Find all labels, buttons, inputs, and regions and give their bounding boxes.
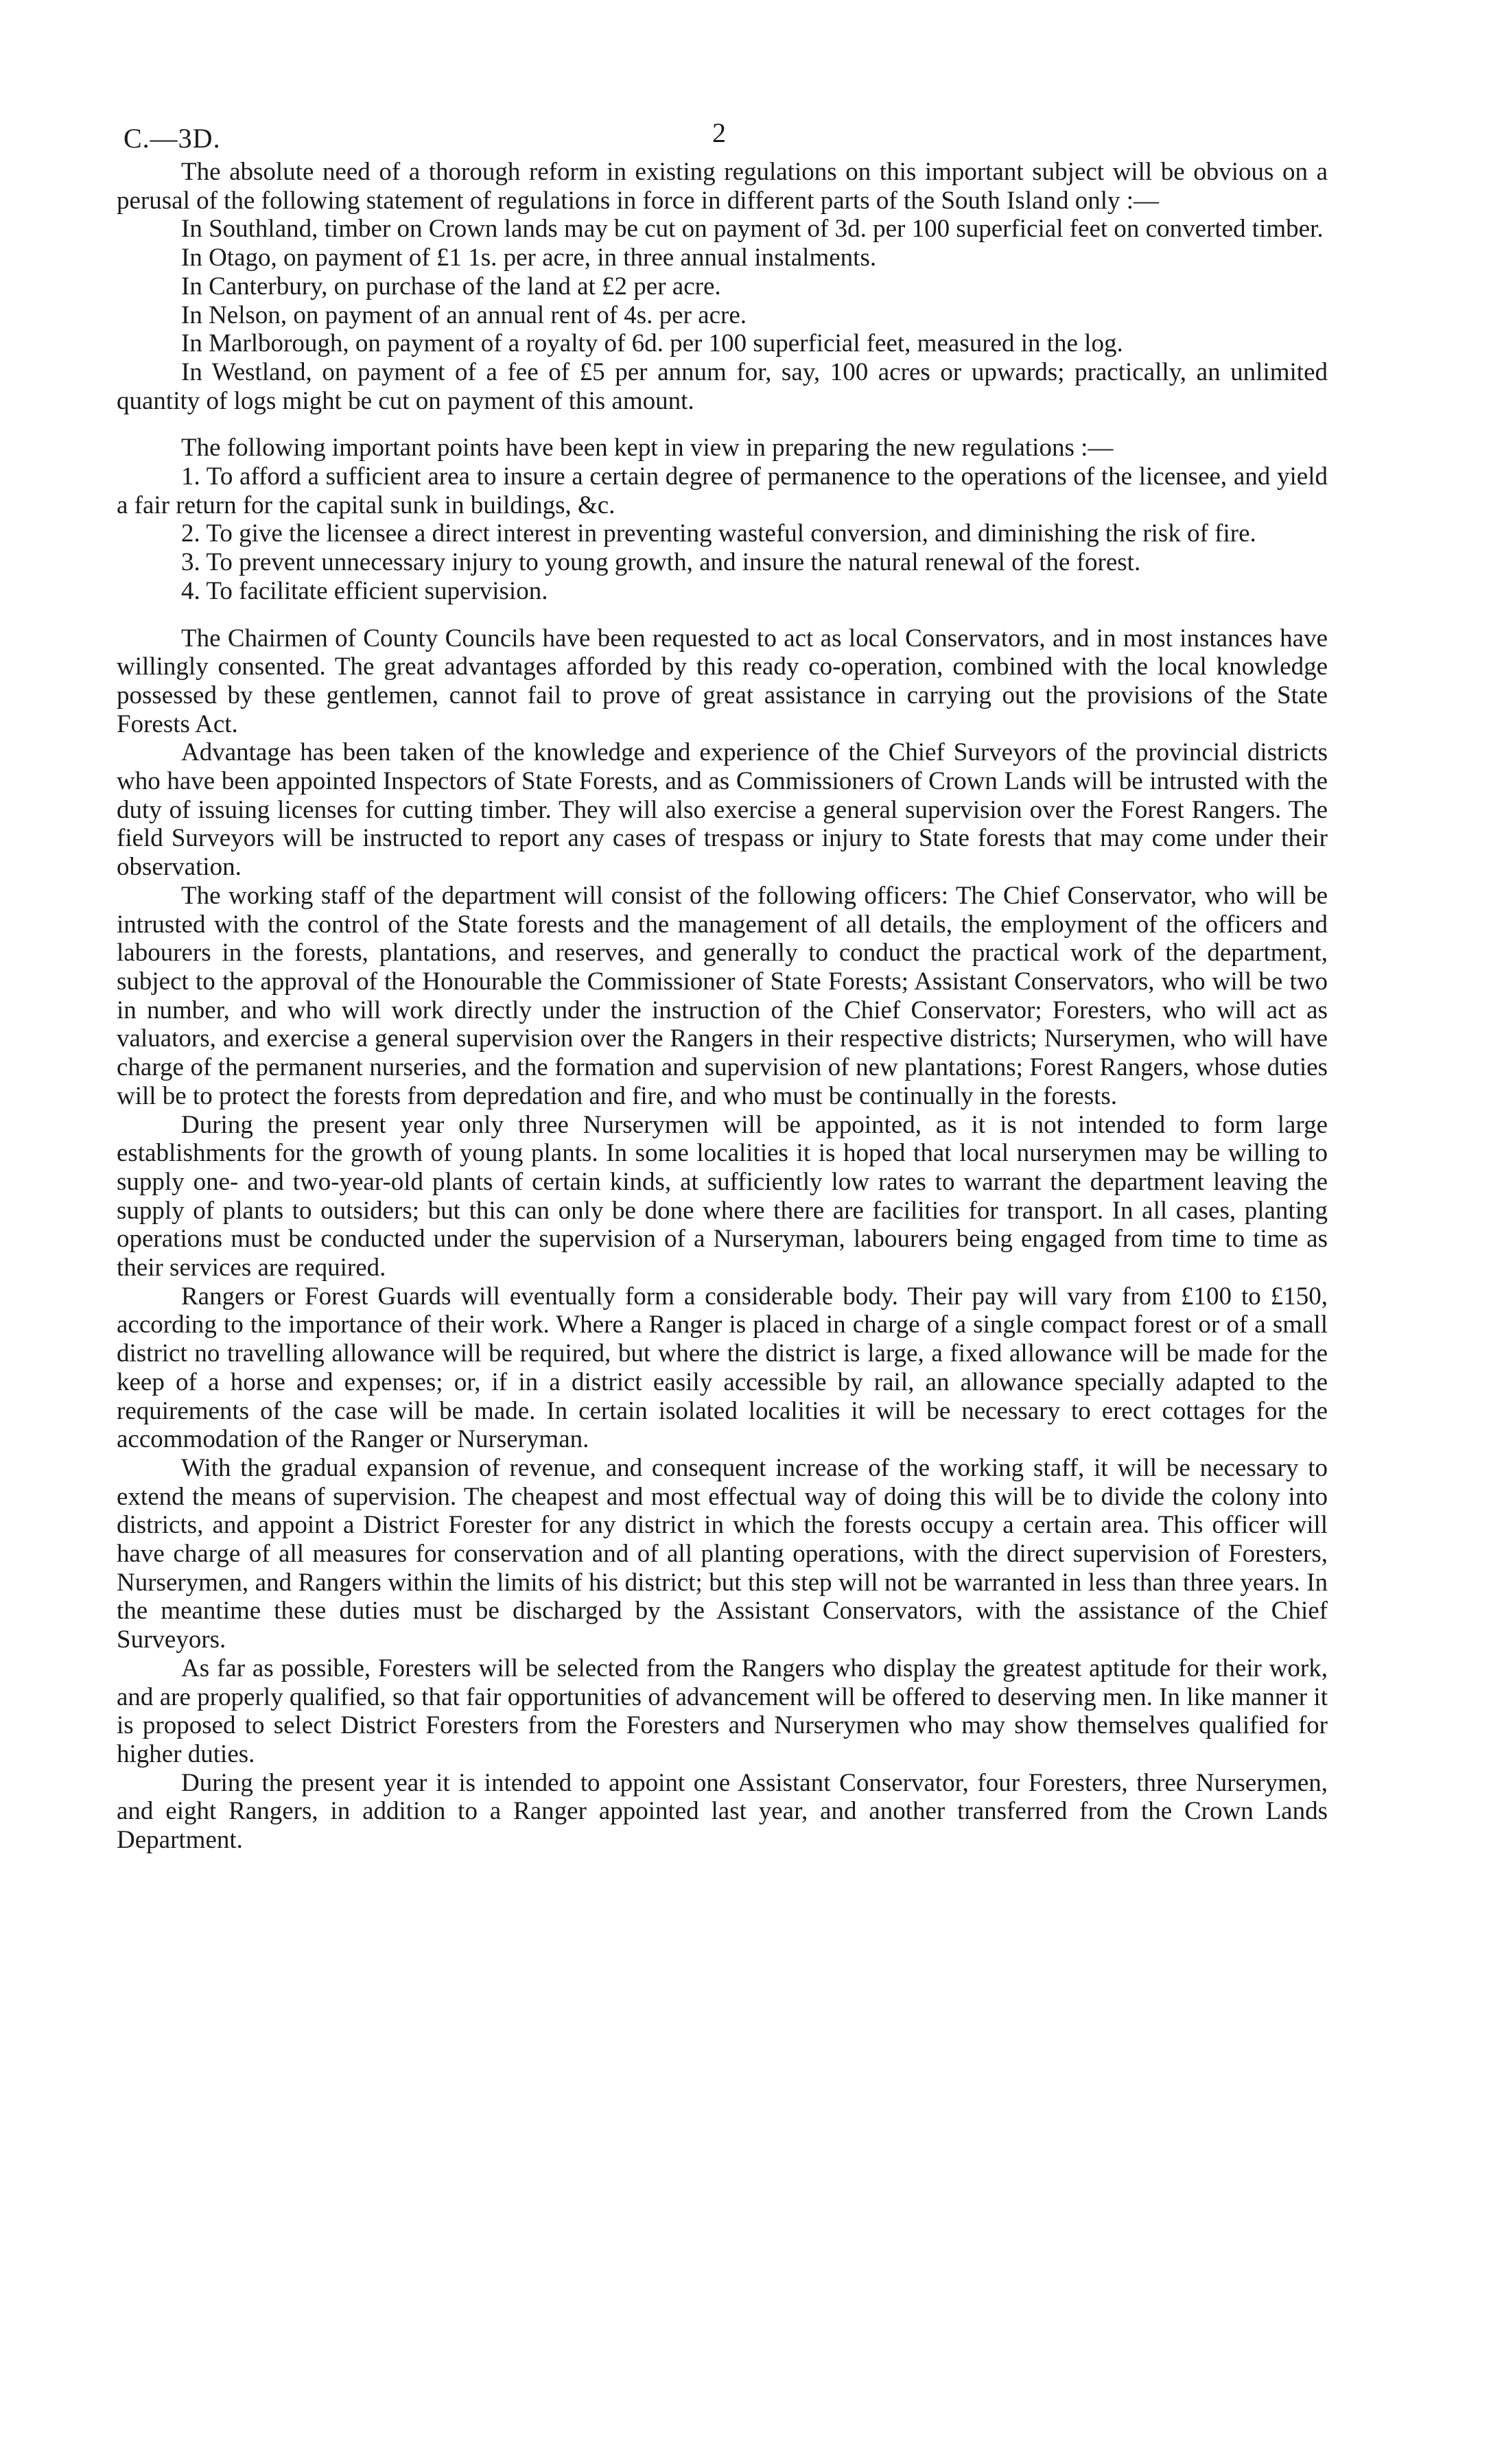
paragraph-nurserymen: During the present year only three Nurserymen will be appointed, as it is not intended to form large establishments for the growth of young plants. In some localities it is hoped that local nurserymen may be willing to supply one- and two-year-old plants of certain kinds, at sufficiently low rates to warrant the department leaving the supply of plants to outsiders; but this can only be done where there are facilities for transport. In all cases, planting operations must be conducted under the supervision of a Nurseryman, labourers being engaged from time to time as their services are required. bbox=[117, 1110, 1328, 1282]
document-reference: C.—3D. bbox=[124, 123, 221, 154]
paragraph-point-2: 2. To give the licensee a direct interest in preventing wasteful conversion, and diminishing the risk of fire. bbox=[181, 519, 1256, 548]
page-number: 2 bbox=[712, 117, 726, 148]
page-header bbox=[117, 103, 1328, 158]
paragraph-westland: In Westland, on payment of a fee of £5 per annum for, say, 100 acres or upwards; practically, an unlimited quantity of logs might be cut on payment of this amount. bbox=[117, 357, 1328, 415]
paragraph-marlborough: In Marlborough, on payment of a royalty of 6d. per 100 superficial feet, measured in the log. bbox=[181, 329, 1123, 358]
document-body bbox=[117, 158, 1328, 1855]
paragraph-supervision: With the gradual expansion of revenue, and consequent increase of the working staff, it will be necessary to extend the means of supervision. The cheapest and most effectual way of doing this will be to divide the colony into districts, and appoint a District Forester for any district in which the forests occupy a certain area. This officer will have charge of all measures for conservation and of all planting operations, with the direct supervision of Foresters, Nurserymen, and Rangers within the limits of his district; but this step will not be warranted in less than three years. In the meantime these duties must be discharged by the Assistant Conservators, with the assistance of the Chief Surveyors. bbox=[117, 1453, 1328, 1654]
paragraph-point-1: 1. To afford a sufficient area to insure a certain degree of permanence to the operations of the licensee, and yield a fair return for the capital sunk in buildings, &c. bbox=[117, 462, 1328, 519]
paragraph-otago: In Otago, on payment of £1 1s. per acre, in three annual instalments. bbox=[181, 244, 877, 272]
paragraph-nelson: In Nelson, on payment of an annual rent of 4s. per acre. bbox=[181, 301, 747, 329]
paragraph-canterbury: In Canterbury, on purchase of the land at £2 per acre. bbox=[181, 272, 721, 301]
paragraph-rangers: Rangers or Forest Guards will eventually form a considerable body. Their pay will vary from £100 to £150, according to the importance of their work. Where a Ranger is placed in charge of a single compact forest or of a small district no travelling allowance will be required, but where the district is large, a fixed allowance will be made for the keep of a horse and expenses; or, if in a district easily accessible by rail, an allowance specially adapted to the requirements of the case will be made. In certain isolated localities it will be necessary to erect cottages for the accommodation of the Ranger or Nurseryman. bbox=[117, 1282, 1328, 1454]
paragraph-appointments: During the present year it is intended to appoint one Assistant Conservator, four Foresters, three Nurserymen, and eight Rangers, in addition to a Ranger appointed last year, and another transferred from the Crown Lands Department. bbox=[117, 1768, 1328, 1855]
paragraph-foresters-selection: As far as possible, Foresters will be selected from the Rangers who display the greatest aptitude for their work, and are properly qualified, so that fair opportunities of advancement will be offered to deserving men. In like manner it is proposed to select District Foresters from the Foresters and Nurserymen who may show themselves qualified for higher duties. bbox=[117, 1654, 1328, 1768]
paragraph-southland: In Southland, timber on Crown lands may be cut on payment of 3d. per 100 superficial feet on converted timber. bbox=[181, 215, 1324, 244]
section-gap bbox=[117, 415, 1328, 434]
paragraph-chief-surveyors: Advantage has been taken of the knowledge and experience of the Chief Surveyors of the provincial districts who have been appointed Inspectors of State Forests, and as Commissioners of Crown Lands will be intrusted with the duty of issuing licenses for cutting timber. They will also exercise a general supervision over the Forest Rangers. The field Surveyors will be instructed to report any cases of trespass or injury to State forests that may come under their observation. bbox=[117, 738, 1328, 882]
paragraph-point-4: 4. To facilitate efficient supervision. bbox=[181, 576, 548, 605]
section-gap bbox=[117, 606, 1328, 624]
document-page bbox=[117, 103, 1328, 1855]
paragraph-reform-need: The absolute need of a thorough reform in existing regulations on this important subject will be obvious on a perusal of the following statement of regulations in force in different parts of the South Island only :— bbox=[117, 158, 1328, 215]
paragraph-working-staff: The working staff of the department will consist of the following officers: The Chief Conservator, who will be intrusted with the control of the State forests and the management of all details, the employment of the officers and labourers in the forests, plantations, and reserves, and generally to conduct the practical work of the department, subject to the approval of the Honourable the Commissioner of State Forests; Assistant Conservators, who will be two in number, and who will work directly under the instruction of the Chief Conservator; Foresters, who will act as valuators, and exercise a general supervision over the Rangers in their respective districts; Nurserymen, who will have charge of the permanent nurseries, and the formation and supervision of new plantations; Forest Rangers, whose duties will be to protect the forests from depredation and fire, and who must be continually in the forests. bbox=[117, 881, 1328, 1110]
paragraph-point-3: 3. To prevent unnecessary injury to young growth, and insure the natural renewal of the forest. bbox=[181, 548, 1141, 577]
paragraph-points-intro: The following important points have been kept in view in preparing the new regulations :— bbox=[181, 434, 1114, 462]
paragraph-county-chairmen: The Chairmen of County Councils have been requested to act as local Conservators, and in most instances have willingly consented. The great advantages afforded by this ready co-operation, combined with the local knowledge possessed by these gentlemen, cannot fail to prove of great assistance in carrying out the provisions of the State Forests Act. bbox=[117, 624, 1328, 738]
